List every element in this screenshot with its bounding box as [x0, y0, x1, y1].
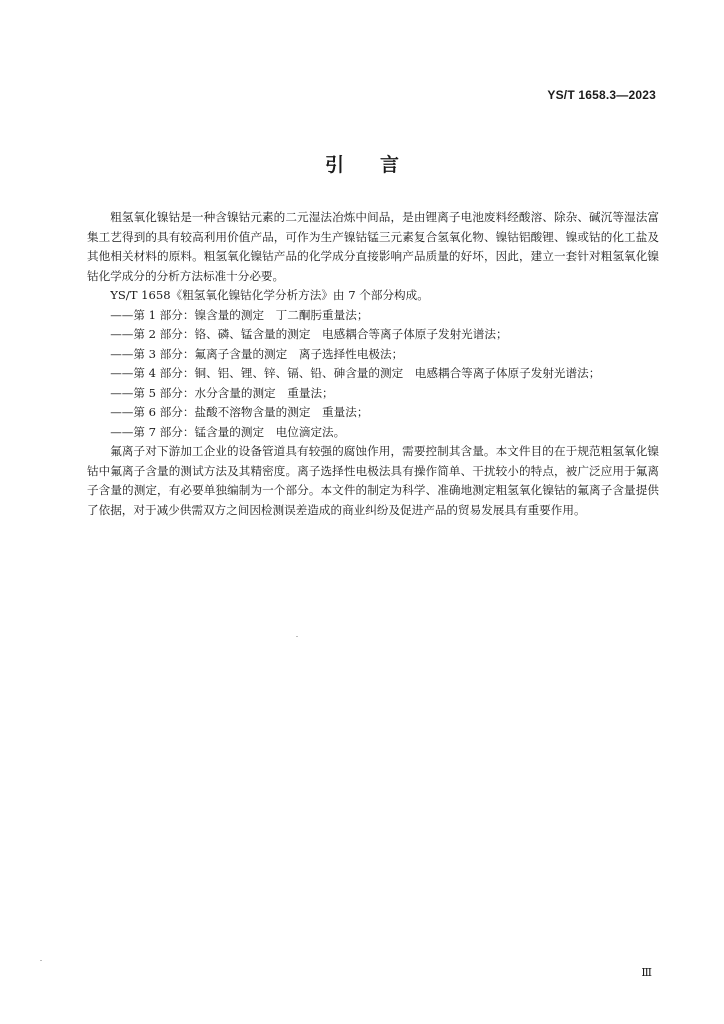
purpose-paragraph: 氟离子对下游加工企业的设备管道具有较强的腐蚀作用，需要控制其含量。本文件目的在于规范粗氢氧化镍钴中氟离子含量的测试方法及其精密度。离子选择性电极法具有操作简单、干扰较小的特点，被广泛应用于氟离子含量的测定，有必要单独编制为一个部分。本文件的制定为科学、准确地测定粗氢氧化镍钴的氟离子含量提供了依据，对于减少供需双方之间因检测误差造成的商业纠纷及促进产品的贸易发展具有重要作用。 [87, 444, 659, 517]
part-method: 离子选择性电极法； [298, 346, 404, 361]
scan-speck [40, 960, 42, 961]
list-item [87, 364, 659, 384]
list-item [87, 306, 659, 326]
part-method: 电位滴定法。 [275, 424, 346, 439]
part-label: ——第 6 部分：盐酸不溶物含量的测定 [110, 405, 311, 419]
part-method: 电感耦合等离子体原子发射光谱法； [414, 366, 601, 380]
part-label: ——第 5 部分：水分含量的测定 [110, 385, 276, 400]
page-title: 引言 [324, 154, 435, 176]
parts-list [87, 306, 659, 443]
part-label: ——第 1 部分：镍含量的测定 [110, 307, 265, 322]
list-item [87, 403, 659, 423]
list-item [87, 423, 659, 443]
standard-code: YS/T 1658.3—2023 [547, 88, 656, 102]
list-item [87, 345, 659, 365]
intro-paragraph: 粗氢氧化镍钴是一种含镍钴元素的二元湿法冶炼中间品，是由锂离子电池废料经酸溶、除杂、碱沉等湿法富集工艺得到的具有较高利用价值产品，可作为生产镍钴锰三元素复合氢氧化物、镍钴铝酸锂、镍或钴的化工盐及其他相关材料的原料。粗氢氧化镍钴产品的化学成分直接影响产品质量的好坏，因此，建立一套针对粗氢氧化镍钴化学成分的分析方法标准十分必要。 [87, 210, 659, 283]
body-text [87, 208, 659, 520]
list-item [87, 384, 659, 404]
part-method: 重量法； [322, 405, 369, 419]
part-label: ——第 2 部分：铬、磷、锰含量的测定 [110, 327, 311, 341]
part-method: 丁二酮肟重量法； [275, 307, 369, 322]
scan-speck [296, 636, 298, 637]
part-label: ——第 3 部分：氟离子含量的测定 [110, 346, 288, 361]
page-number: Ⅲ [641, 966, 652, 979]
list-item [87, 325, 659, 345]
part-method: 重量法； [287, 385, 334, 400]
part-label: ——第 7 部分：锰含量的测定 [110, 424, 265, 439]
part-method: 电感耦合等离子体原子发射光谱法； [322, 327, 508, 341]
part-label: ——第 4 部分：铜、铝、锂、锌、镉、铅、砷含量的测定 [110, 366, 404, 380]
composition-paragraph: YS/T 1658《粗氢氧化镍钴化学分析方法》由 7 个部分构成。 [110, 288, 429, 302]
